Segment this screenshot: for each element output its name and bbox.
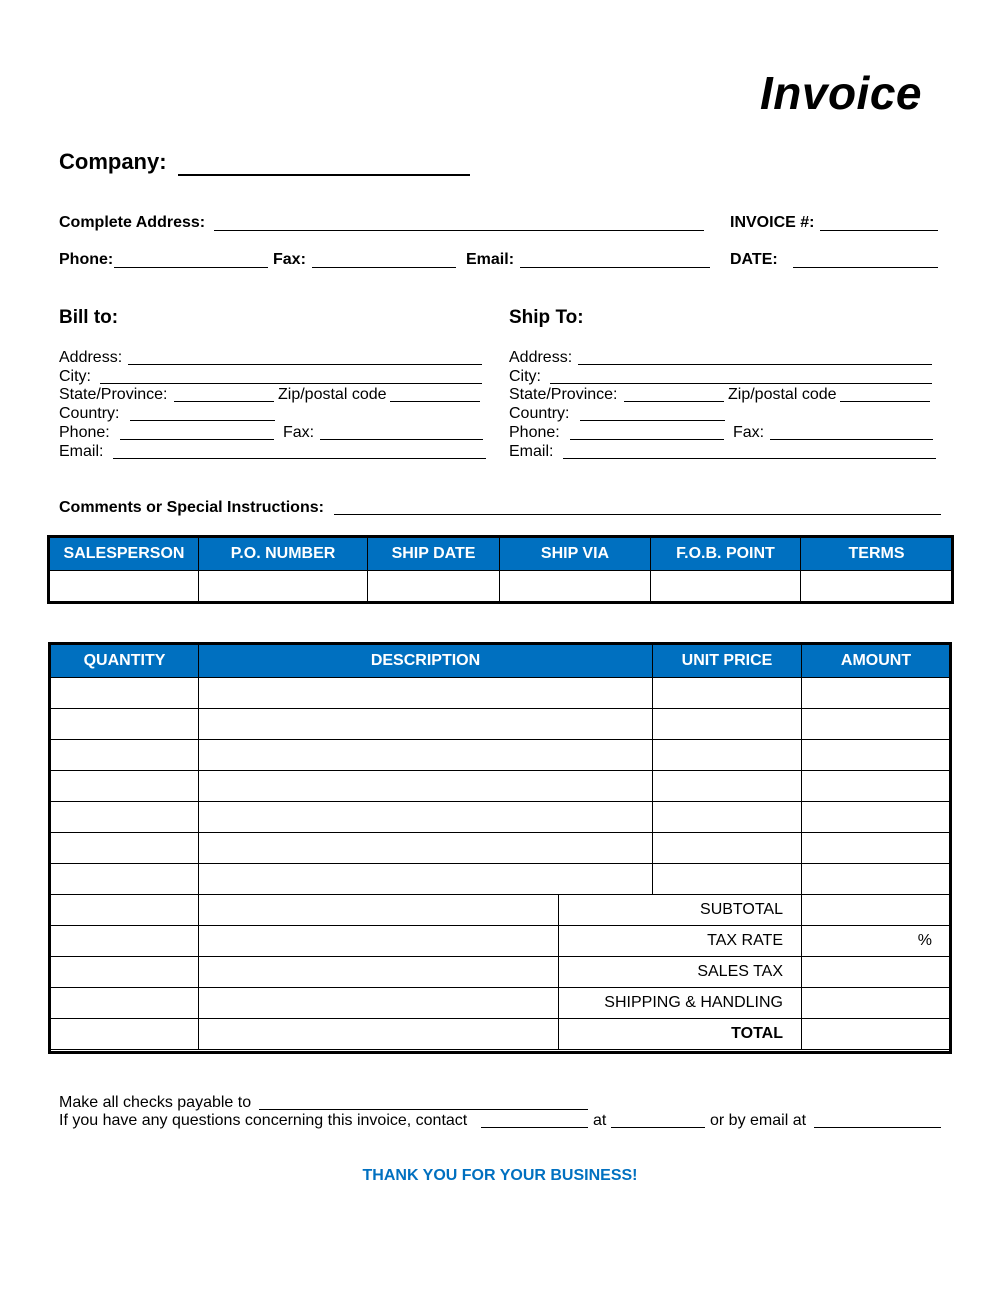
bill-zip-label: Zip/postal code [278, 386, 387, 403]
invoice-title: Invoice [760, 67, 923, 119]
quantity-cell[interactable] [51, 1019, 199, 1050]
company-field[interactable] [178, 174, 470, 176]
date-label: DATE: [730, 251, 778, 268]
bill-email-field[interactable] [113, 458, 486, 459]
amount-cell[interactable] [802, 771, 951, 802]
invoice-number-label: INVOICE #: [730, 214, 815, 231]
header-ship-date: SHIP DATE [368, 538, 500, 571]
contact-email-field[interactable] [814, 1127, 941, 1128]
description-cell[interactable] [199, 740, 653, 771]
company-label: Company: [59, 149, 167, 174]
bill-state-label: State/Province: [59, 386, 168, 403]
ship-fax-field[interactable] [770, 439, 933, 440]
description-cell[interactable] [199, 709, 653, 740]
ship-phone-field[interactable] [570, 439, 724, 440]
bill-address-label: Address: [59, 349, 123, 366]
bill-fax-label: Fax: [283, 424, 315, 441]
quantity-cell[interactable] [51, 833, 199, 864]
unit-price-cell[interactable] [653, 802, 802, 833]
terms-cell[interactable] [801, 571, 953, 603]
description-cell[interactable] [199, 771, 653, 802]
unit-price-cell[interactable] [653, 709, 802, 740]
comments-label: Comments or Special Instructions: [59, 499, 324, 516]
fob-point-cell[interactable] [651, 571, 801, 603]
ship-zip-field[interactable] [840, 401, 930, 402]
ship-country-field[interactable] [580, 420, 725, 421]
salesperson-cell[interactable] [50, 571, 199, 603]
table-row [51, 678, 951, 709]
subtotal-value[interactable] [802, 895, 951, 926]
amount-cell[interactable] [802, 678, 951, 709]
bill-zip-field[interactable] [390, 401, 480, 402]
amount-cell[interactable] [802, 864, 951, 895]
ship-city-label: City: [509, 368, 541, 385]
ship-state-label: State/Province: [509, 386, 618, 403]
contact-name-field[interactable] [481, 1127, 588, 1128]
bill-fax-field[interactable] [320, 439, 483, 440]
header-unit-price: UNIT PRICE [653, 645, 802, 678]
bill-phone-field[interactable] [120, 439, 274, 440]
items-table [50, 644, 951, 1050]
table-row [51, 740, 951, 771]
header-description: DESCRIPTION [199, 645, 653, 678]
description-cell[interactable] [199, 895, 559, 926]
sales-tax-value[interactable] [802, 957, 951, 988]
comments-field[interactable] [334, 514, 941, 515]
quantity-cell[interactable] [51, 895, 199, 926]
header-salesperson: SALESPERSON [50, 538, 199, 571]
at-label: at [593, 1112, 607, 1129]
quantity-cell[interactable] [51, 771, 199, 802]
quantity-cell[interactable] [51, 864, 199, 895]
bill-city-field[interactable] [100, 383, 482, 384]
email-label: Email: [466, 251, 515, 268]
questions-label: If you have any questions concerning this invoice, contact [59, 1112, 468, 1129]
description-cell[interactable] [199, 802, 653, 833]
percent-sign: % [917, 932, 932, 949]
ship-phone-label: Phone: [509, 424, 560, 441]
phone-field[interactable] [114, 267, 268, 268]
quantity-cell[interactable] [51, 709, 199, 740]
ship-city-field[interactable] [550, 383, 932, 384]
quantity-cell[interactable] [51, 802, 199, 833]
tax-rate-label: TAX RATE [559, 926, 802, 957]
unit-price-cell[interactable] [653, 833, 802, 864]
ship-fax-label: Fax: [733, 424, 765, 441]
header-fob-point: F.O.B. POINT [651, 538, 801, 571]
bill-city-label: City: [59, 368, 91, 385]
fax-field[interactable] [312, 267, 456, 268]
description-cell[interactable] [199, 678, 653, 709]
phone-label: Phone: [59, 251, 114, 268]
description-cell[interactable] [199, 864, 653, 895]
subtotal-label: SUBTOTAL [559, 895, 802, 926]
bill-address-field[interactable] [128, 364, 482, 365]
contact-phone-field[interactable] [611, 1127, 705, 1128]
description-cell[interactable] [199, 957, 559, 988]
order-info-table [49, 537, 953, 603]
header-ship-via: SHIP VIA [500, 538, 651, 571]
email-field[interactable] [520, 267, 710, 268]
address-label: Complete Address: [59, 214, 206, 231]
header-quantity: QUANTITY [51, 645, 199, 678]
or-email-label: or by email at [710, 1112, 807, 1129]
table-row [51, 864, 951, 895]
table-row [51, 802, 951, 833]
bill-country-field[interactable] [130, 420, 275, 421]
header-amount: AMOUNT [802, 645, 951, 678]
unit-price-cell[interactable] [653, 740, 802, 771]
tax-rate-value[interactable] [802, 926, 951, 957]
unit-price-cell[interactable] [653, 678, 802, 709]
amount-cell[interactable] [802, 740, 951, 771]
ship-zip-label: Zip/postal code [728, 386, 837, 403]
ship-date-cell[interactable] [368, 571, 500, 603]
checks-payable-label: Make all checks payable to [59, 1094, 252, 1111]
description-cell[interactable] [199, 988, 559, 1019]
unit-price-cell[interactable] [653, 864, 802, 895]
shipping-handling-value[interactable] [802, 988, 951, 1019]
amount-cell[interactable] [802, 833, 951, 864]
quantity-cell[interactable] [51, 740, 199, 771]
ship-address-field[interactable] [578, 364, 932, 365]
date-field[interactable] [793, 267, 938, 268]
sales-tax-label: SALES TAX [559, 957, 802, 988]
bill-state-field[interactable] [174, 401, 274, 402]
ship-email-field[interactable] [563, 458, 936, 459]
invoice-number-field[interactable] [820, 230, 938, 231]
quantity-cell[interactable] [51, 957, 199, 988]
description-cell[interactable] [199, 926, 559, 957]
ship-country-label: Country: [509, 405, 570, 422]
bill-email-label: Email: [59, 443, 104, 460]
ship-email-label: Email: [509, 443, 554, 460]
po-number-cell[interactable] [199, 571, 368, 603]
header-po-number: P.O. NUMBER [199, 538, 368, 571]
total-value[interactable] [802, 1019, 951, 1050]
description-cell[interactable] [199, 1019, 559, 1050]
header-terms: TERMS [801, 538, 953, 571]
amount-cell[interactable] [802, 802, 951, 833]
ship-to-title: Ship To: [509, 307, 584, 328]
address-field[interactable] [214, 230, 704, 231]
ship-state-field[interactable] [624, 401, 724, 402]
table-row [51, 771, 951, 802]
quantity-cell[interactable] [51, 678, 199, 709]
bill-country-label: Country: [59, 405, 120, 422]
quantity-cell[interactable] [51, 988, 199, 1019]
bill-to-title: Bill to: [59, 307, 119, 328]
unit-price-cell[interactable] [653, 771, 802, 802]
description-cell[interactable] [199, 833, 653, 864]
fax-label: Fax: [273, 251, 306, 268]
amount-cell[interactable] [802, 709, 951, 740]
ship-via-cell[interactable] [500, 571, 651, 603]
shipping-handling-label: SHIPPING & HANDLING [559, 988, 802, 1019]
ship-address-label: Address: [509, 349, 573, 366]
checks-payable-field[interactable] [259, 1109, 588, 1110]
bill-phone-label: Phone: [59, 424, 110, 441]
quantity-cell[interactable] [51, 926, 199, 957]
table-row [51, 709, 951, 740]
total-label: TOTAL [559, 1019, 802, 1050]
thank-you-message: THANK YOU FOR YOUR BUSINESS! [362, 1167, 638, 1184]
table-row [51, 833, 951, 864]
